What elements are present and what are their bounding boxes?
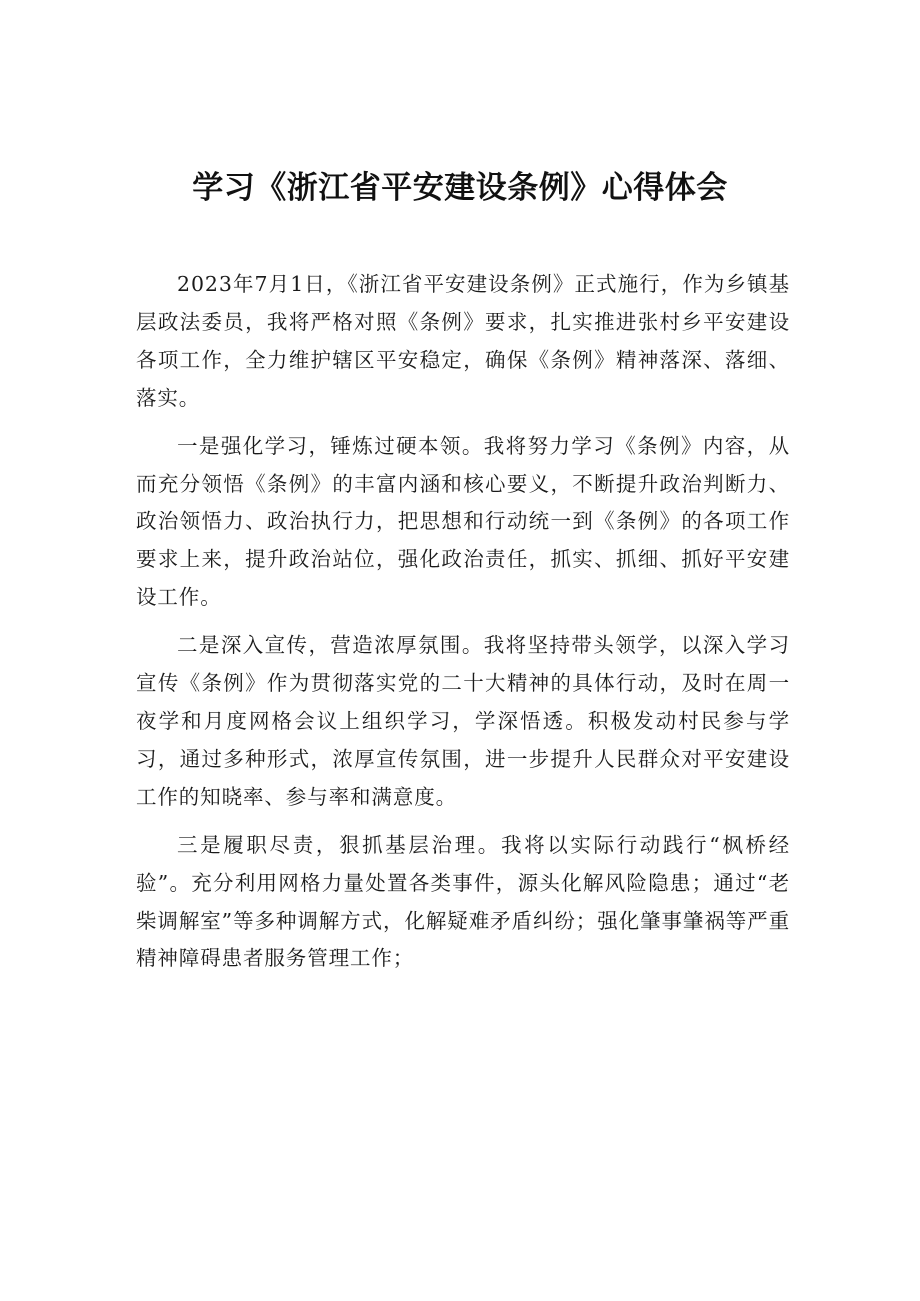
document-body: [136, 266, 790, 988]
paragraph-point-two: 二是深入宣传，营造浓厚氛围。我将坚持带头领学，以深入学习宣传《条例》作为贯彻落实党的二十大精神的具体行动，及时在周一夜学和月度网格会议上组织学习，学深悟透。积极发动村民参与学习，通过多种形式，浓厚宣传氛围，进一步提升人民群众对平安建设工作的知晓率、参与率和满意度。: [136, 633, 790, 809]
paragraph-point-one: 一是强化学习，锤炼过硬本领。我将努力学习《条例》内容，从而充分领悟《条例》的丰富内涵和核心要义，不断提升政治判断力、政治领悟力、政治执行力，把思想和行动统一到《条例》的各项工作要求上来，提升政治站位，强化政治责任，抓实、抓细、抓好平安建设工作。: [136, 433, 790, 610]
paragraph-point-three: 三是履职尽责，狠抓基层治理。我将以实际行动践行“枫桥经验”。充分利用网格力量处置各类事件，源头化解风险隐患；通过“老柴调解室”等多种调解方式，化解疑难矛盾纠纷；强化肇事肇祸等严重精神障碍患者服务管理工作；: [136, 832, 790, 971]
paragraph-intro: 2023年7月1日，《浙江省平安建设条例》正式施行，作为乡镇基层政法委员，我将严格对照《条例》要求，扎实推进张村乡平安建设各项工作，全力维护辖区平安稳定，确保《条例》精神落深、落细、落实。: [136, 272, 790, 410]
document-title: 学习《浙江省平安建设条例》心得体会: [192, 170, 728, 206]
